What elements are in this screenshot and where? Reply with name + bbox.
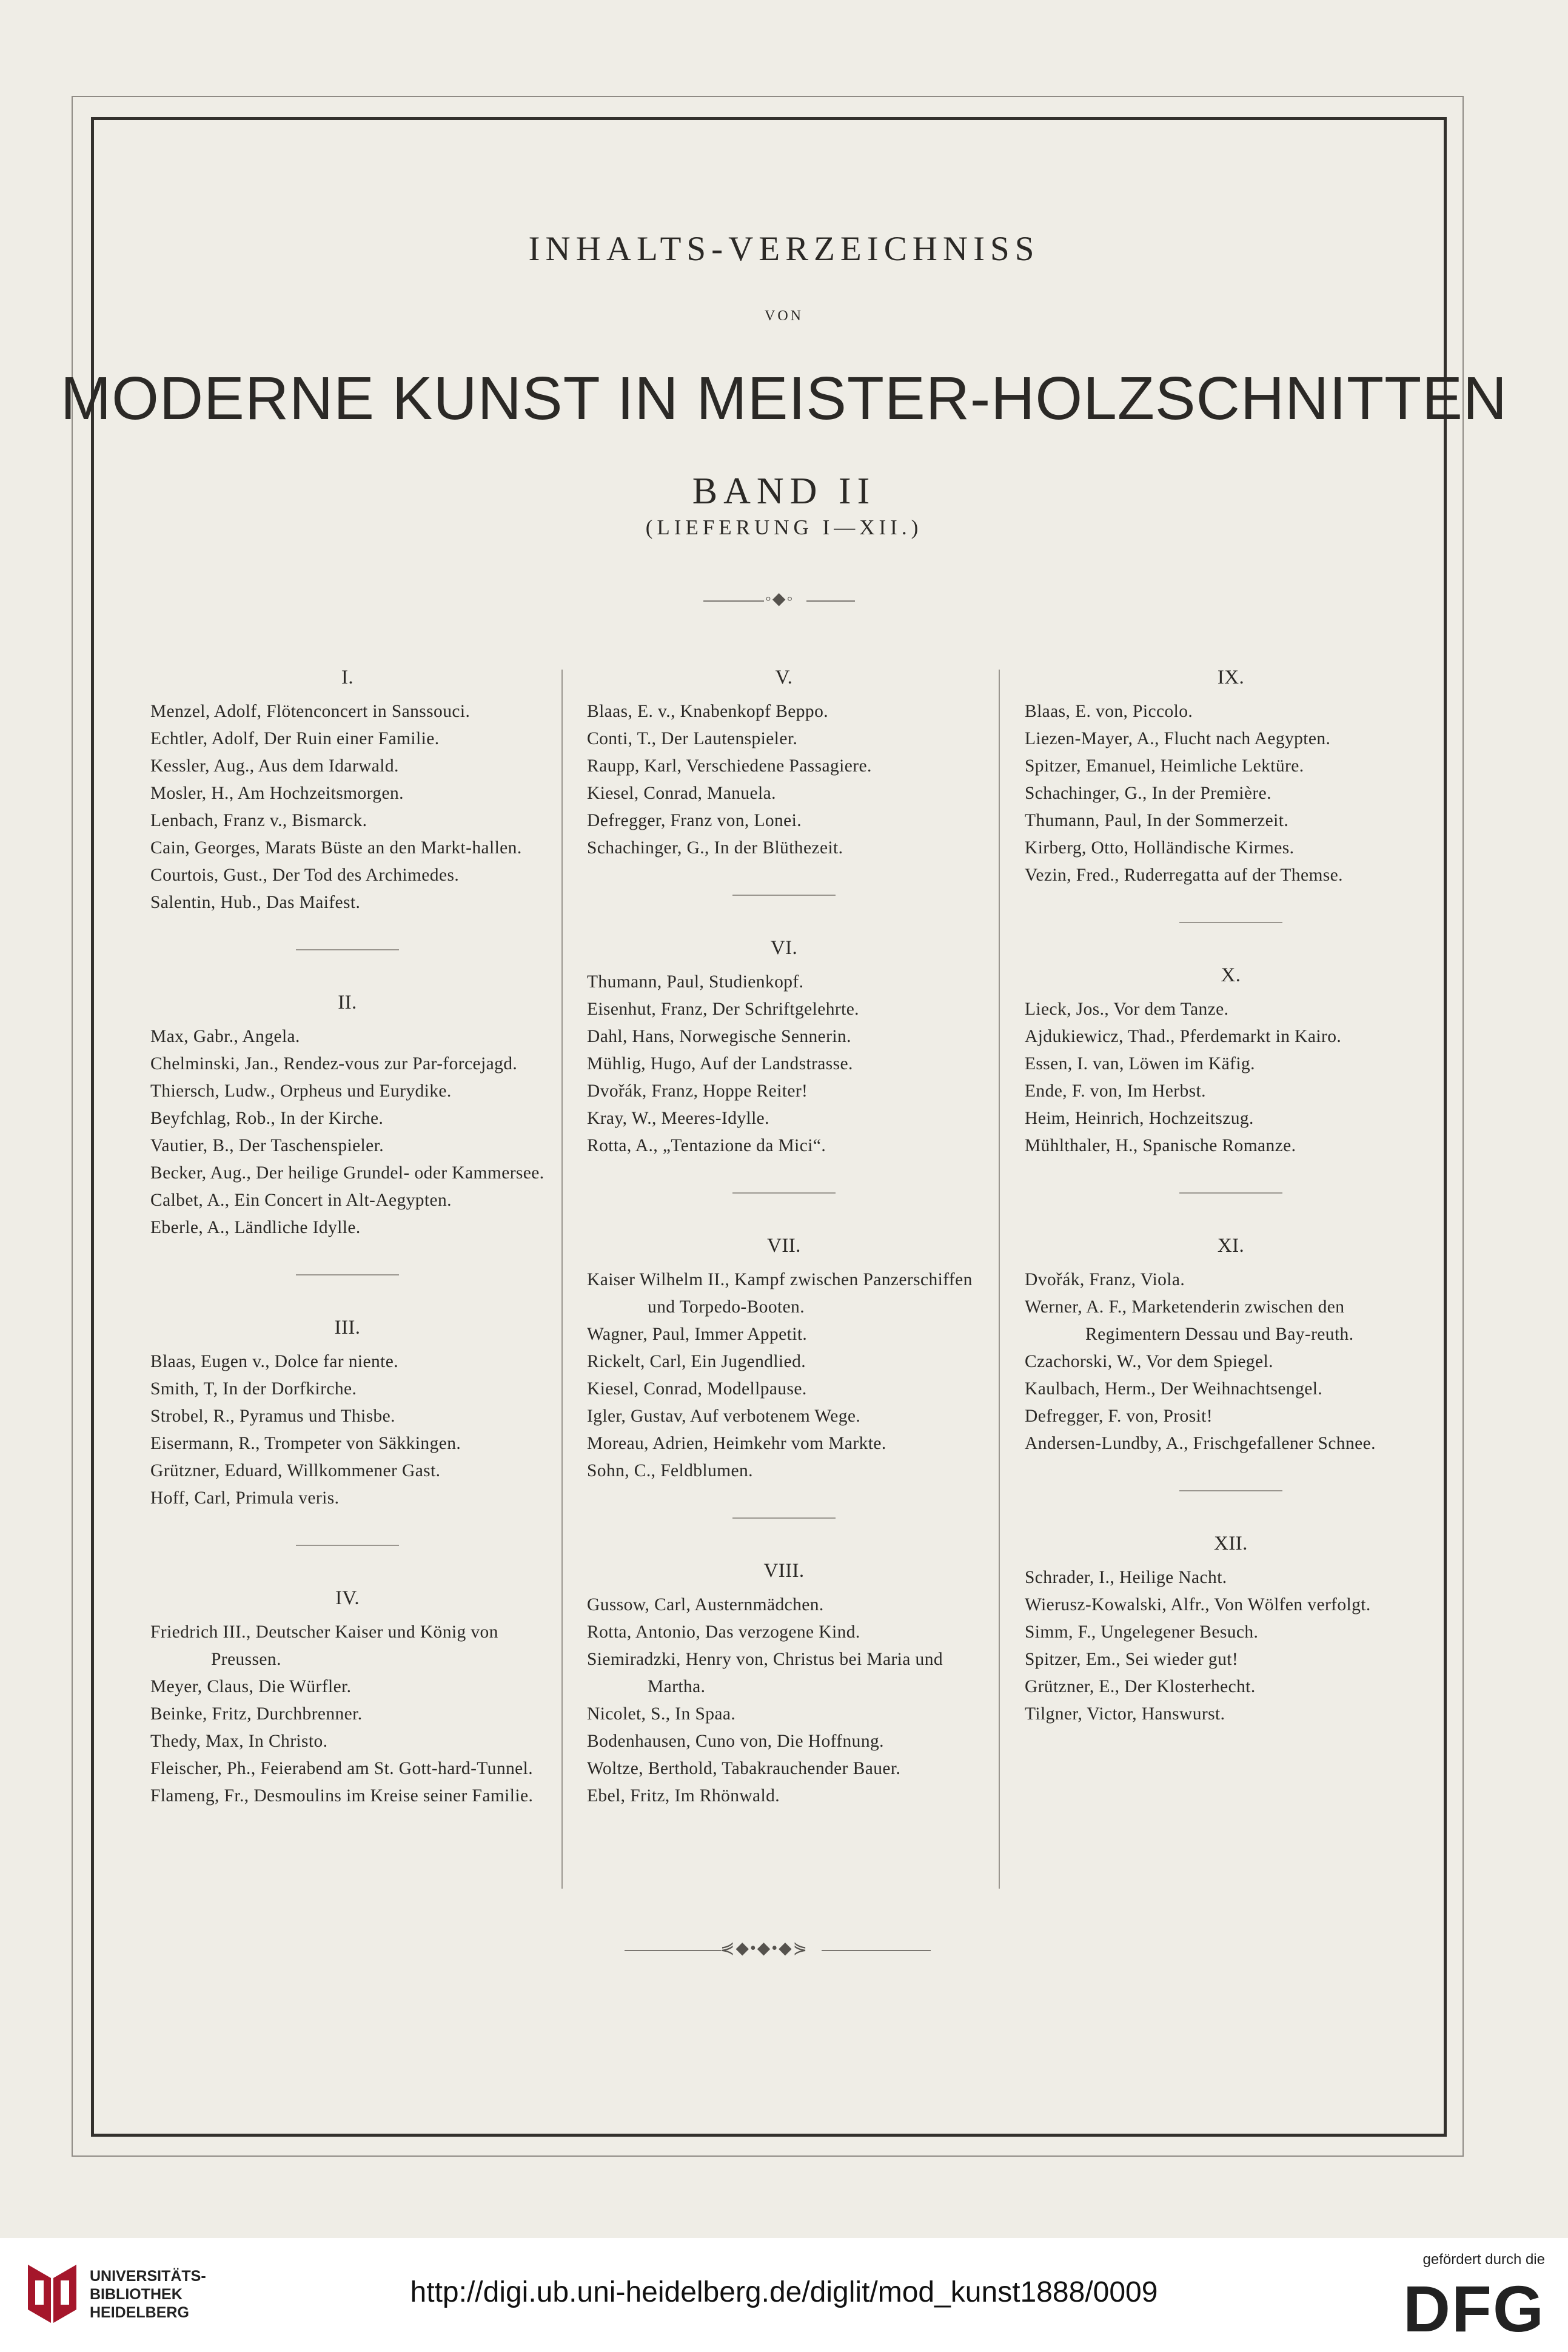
title-ornament: ◦◆◦ xyxy=(765,590,794,608)
index-entry: Thiersch, Ludw., Orpheus und Eurydike. xyxy=(150,1081,452,1101)
index-entry: Kiesel, Conrad, Manuela. xyxy=(587,784,776,803)
section xyxy=(587,935,981,1160)
section-heading: VIII. xyxy=(763,1560,805,1582)
column-divider-left xyxy=(561,670,563,1889)
index-entry: Simm, F., Ungelegener Besuch. xyxy=(1025,1622,1259,1642)
index-entry: Defregger, F. von, Prosit! xyxy=(1025,1406,1213,1426)
index-entry: Hoff, Carl, Primula veris. xyxy=(150,1488,340,1508)
index-entry: Werner, A. F., Marketenderin zwischen den Regimentern Dessau und Bay-reuth. xyxy=(1025,1297,1354,1344)
index-entry: Rotta, Antonio, Das verzogene Kind. xyxy=(587,1622,860,1642)
index-entry: Schrader, I., Heilige Nacht. xyxy=(1025,1568,1227,1587)
section-separator xyxy=(732,895,836,896)
section xyxy=(150,989,544,1242)
index-entry: Woltze, Berthold, Tabakrauchender Bauer. xyxy=(587,1759,901,1778)
index-entry: Ajdukiewicz, Thad., Pferdemarkt in Kairo. xyxy=(1025,1027,1342,1046)
index-entry: Thedy, Max, In Christo. xyxy=(150,1732,328,1751)
von-label: VON xyxy=(765,308,803,324)
index-entry: Max, Gabr., Angela. xyxy=(150,1027,300,1046)
library-name-line-3: HEIDELBERG xyxy=(90,2304,189,2321)
index-entry: Heim, Heinrich, Hochzeitszug. xyxy=(1025,1109,1254,1128)
index-entry: Salentin, Hub., Das Maifest. xyxy=(150,893,361,912)
column-2 xyxy=(587,664,981,1810)
index-entry: Vautier, B., Der Taschenspieler. xyxy=(150,1136,384,1155)
title-rule-left xyxy=(703,600,764,602)
index-entry: Beinke, Fritz, Durchbrenner. xyxy=(150,1704,363,1724)
index-entry: Kray, W., Meeres-Idylle. xyxy=(587,1109,769,1128)
index-entry: Beyfchlag, Rob., In der Kirche. xyxy=(150,1109,384,1128)
library-name-line-2: BIBLIOTHEK xyxy=(90,2286,183,2303)
index-entry: Gussow, Carl, Austernmädchen. xyxy=(587,1595,824,1614)
index-entry: Dvořák, Franz, Viola. xyxy=(1025,1270,1185,1289)
index-entry: Fleischer, Ph., Feierabend am St. Gott-hard-Tunnel. xyxy=(150,1759,533,1778)
index-entry: Spitzer, Em., Sei wieder gut! xyxy=(1025,1650,1239,1669)
index-entry: Kaiser Wilhelm II., Kampf zwischen Panzerschiffen und Torpedo-Booten. xyxy=(587,1270,973,1317)
index-entry: Echtler, Adolf, Der Ruin einer Familie. xyxy=(150,729,440,748)
index-entry: Spitzer, Emanuel, Heimliche Lektüre. xyxy=(1025,756,1304,776)
section-separator xyxy=(1179,1192,1282,1194)
bottom-rule-left xyxy=(625,1950,722,1951)
section xyxy=(587,664,981,862)
index-entry: Bodenhausen, Cuno von, Die Hoffnung. xyxy=(587,1732,884,1751)
index-entry: Conti, T., Der Lautenspieler. xyxy=(587,729,798,748)
section-separator xyxy=(296,1274,399,1275)
bottom-rule-right xyxy=(822,1950,931,1951)
section xyxy=(1025,1232,1437,1457)
section-separator xyxy=(1179,922,1282,923)
column-1 xyxy=(150,664,544,1810)
index-entry: Andersen-Lundby, A., Frischgefallener Schnee. xyxy=(1025,1434,1376,1453)
index-entry: Raupp, Karl, Verschiedene Passagiere. xyxy=(587,756,872,776)
index-entry: Rotta, A., „Tentazione da Mici“. xyxy=(587,1136,826,1155)
index-entry: Friedrich III., Deutscher Kaiser und König von Preussen. xyxy=(150,1622,498,1669)
index-entry: Wierusz-Kowalski, Alfr., Von Wölfen verfolgt. xyxy=(1025,1595,1371,1614)
index-entry: Schachinger, G., In der Blüthezeit. xyxy=(587,838,843,858)
section-separator xyxy=(296,1545,399,1546)
index-entry: Blaas, Eugen v., Dolce far niente. xyxy=(150,1352,398,1371)
column-divider-right xyxy=(999,670,1000,1889)
section-heading: IV. xyxy=(335,1587,360,1609)
section xyxy=(150,1585,544,1810)
index-entry: Thumann, Paul, In der Sommerzeit. xyxy=(1025,811,1289,830)
index-entry: Courtois, Gust., Der Tod des Archimedes. xyxy=(150,865,460,885)
index-entry: Vezin, Fred., Ruderregatta auf der Themse. xyxy=(1025,865,1343,885)
index-entry: Grützner, E., Der Klosterhecht. xyxy=(1025,1677,1256,1696)
index-entry: Chelminski, Jan., Rendez-vous zur Par-forcejagd. xyxy=(150,1054,518,1074)
index-entry: Eisermann, R., Trompeter von Säkkingen. xyxy=(150,1434,461,1453)
index-entry: Rickelt, Carl, Ein Jugendlied. xyxy=(587,1352,806,1371)
index-entry: Liezen-Mayer, A., Flucht nach Aegypten. xyxy=(1025,729,1331,748)
permalink-url[interactable]: http://digi.ub.uni-heidelberg.de/diglit/mod_kunst1888/0009 xyxy=(410,2276,1158,2308)
index-entry: Wagner, Paul, Immer Appetit. xyxy=(587,1325,808,1344)
index-entry: Blaas, E. von, Piccolo. xyxy=(1025,702,1193,721)
index-entry: Tilgner, Victor, Hanswurst. xyxy=(1025,1704,1225,1724)
index-entry: Calbet, A., Ein Concert in Alt-Aegypten. xyxy=(150,1191,452,1210)
index-entry: Kirberg, Otto, Holländische Kirmes. xyxy=(1025,838,1295,858)
index-entry: Eisenhut, Franz, Der Schriftgelehrte. xyxy=(587,1000,859,1019)
dfg-logo: DFG xyxy=(1403,2272,1545,2345)
index-entry: Ebel, Fritz, Im Rhönwald. xyxy=(587,1786,780,1806)
index-entry: Dvořák, Franz, Hoppe Reiter! xyxy=(587,1081,808,1101)
section xyxy=(587,1232,981,1485)
section xyxy=(150,664,544,916)
index-entry: Kiesel, Conrad, Modellpause. xyxy=(587,1379,807,1399)
bottom-ornament: ⋞◆•◆•◆⋟ xyxy=(720,1939,809,1958)
index-entry: Smith, T, In der Dorfkirche. xyxy=(150,1379,357,1399)
index-entry: Meyer, Claus, Die Würfler. xyxy=(150,1677,352,1696)
index-entry: Menzel, Adolf, Flötenconcert in Sanssouci. xyxy=(150,702,471,721)
index-entry: Eberle, A., Ländliche Idylle. xyxy=(150,1218,361,1237)
index-entry: Sohn, C., Feldblumen. xyxy=(587,1461,753,1480)
volume-label: BAND II xyxy=(692,471,876,512)
index-entry: Flameng, Fr., Desmoulins im Kreise seiner Familie. xyxy=(150,1786,534,1806)
index-entry: Mosler, H., Am Hochzeitsmorgen. xyxy=(150,784,404,803)
section xyxy=(587,1557,981,1810)
column-3 xyxy=(1025,664,1437,1728)
index-entry: Essen, I. van, Löwen im Käfig. xyxy=(1025,1054,1255,1074)
index-title: INHALTS-VERZEICHNISS xyxy=(528,230,1040,268)
index-entry: Thumann, Paul, Studienkopf. xyxy=(587,972,804,992)
section-heading: X. xyxy=(1221,964,1241,986)
index-entry: Nicolet, S., In Spaa. xyxy=(587,1704,736,1724)
index-entry: Kaulbach, Herm., Der Weihnachtsengel. xyxy=(1025,1379,1323,1399)
index-entry: Lenbach, Franz v., Bismarck. xyxy=(150,811,367,830)
section-separator xyxy=(1179,1490,1282,1491)
index-entry: Ende, F. von, Im Herbst. xyxy=(1025,1081,1206,1101)
section-heading: VII. xyxy=(767,1235,801,1257)
book-title: MODERNE KUNST IN MEISTER-HOLZSCHNITTEN xyxy=(60,365,1508,432)
section xyxy=(1025,1530,1437,1728)
section xyxy=(1025,962,1437,1160)
section-heading: IX. xyxy=(1217,667,1245,688)
index-entry: Igler, Gustav, Auf verbotenem Wege. xyxy=(587,1406,861,1426)
index-entry: Blaas, E. v., Knabenkopf Beppo. xyxy=(587,702,829,721)
section xyxy=(150,1314,544,1512)
section-heading: V. xyxy=(775,667,793,688)
index-entry: Czachorski, W., Vor dem Spiegel. xyxy=(1025,1352,1273,1371)
section-heading: XI. xyxy=(1217,1235,1245,1257)
index-entry: Dahl, Hans, Norwegische Sennerin. xyxy=(587,1027,851,1046)
index-entry: Cain, Georges, Marats Büste an den Markt-hallen. xyxy=(150,838,522,858)
section-heading: XII. xyxy=(1214,1533,1248,1554)
delivery-range: (LIEFERUNG I—XII.) xyxy=(645,516,923,539)
index-entry: Mühlthaler, H., Spanische Romanze. xyxy=(1025,1136,1296,1155)
title-rule-right xyxy=(806,600,855,602)
section-heading: III. xyxy=(334,1317,361,1339)
section-separator xyxy=(296,949,399,950)
section-heading: II. xyxy=(338,992,357,1013)
index-entry: Kessler, Aug., Aus dem Idarwald. xyxy=(150,756,399,776)
index-entry: Becker, Aug., Der heilige Grundel- oder Kammersee. xyxy=(150,1163,544,1183)
index-entry: Strobel, R., Pyramus und Thisbe. xyxy=(150,1406,395,1426)
index-entry: Mühlig, Hugo, Auf der Landstrasse. xyxy=(587,1054,853,1074)
index-entry: Defregger, Franz von, Lonei. xyxy=(587,811,802,830)
index-entry: Lieck, Jos., Vor dem Tanze. xyxy=(1025,1000,1229,1019)
library-name-line-1: UNIVERSITÄTS- xyxy=(90,2268,206,2285)
section-separator xyxy=(732,1192,836,1194)
index-entry: Siemiradzki, Henry von, Christus bei Maria und Martha. xyxy=(587,1650,943,1696)
section-heading: I. xyxy=(341,667,354,688)
index-entry: Schachinger, G., In der Première. xyxy=(1025,784,1271,803)
section xyxy=(1025,664,1437,889)
index-entry: Moreau, Adrien, Heimkehr vom Markte. xyxy=(587,1434,886,1453)
section-separator xyxy=(732,1517,836,1519)
funding-note: gefördert durch die xyxy=(1422,2251,1545,2268)
section-heading: VI. xyxy=(770,937,798,959)
index-entry: Grützner, Eduard, Willkommener Gast. xyxy=(150,1461,441,1480)
